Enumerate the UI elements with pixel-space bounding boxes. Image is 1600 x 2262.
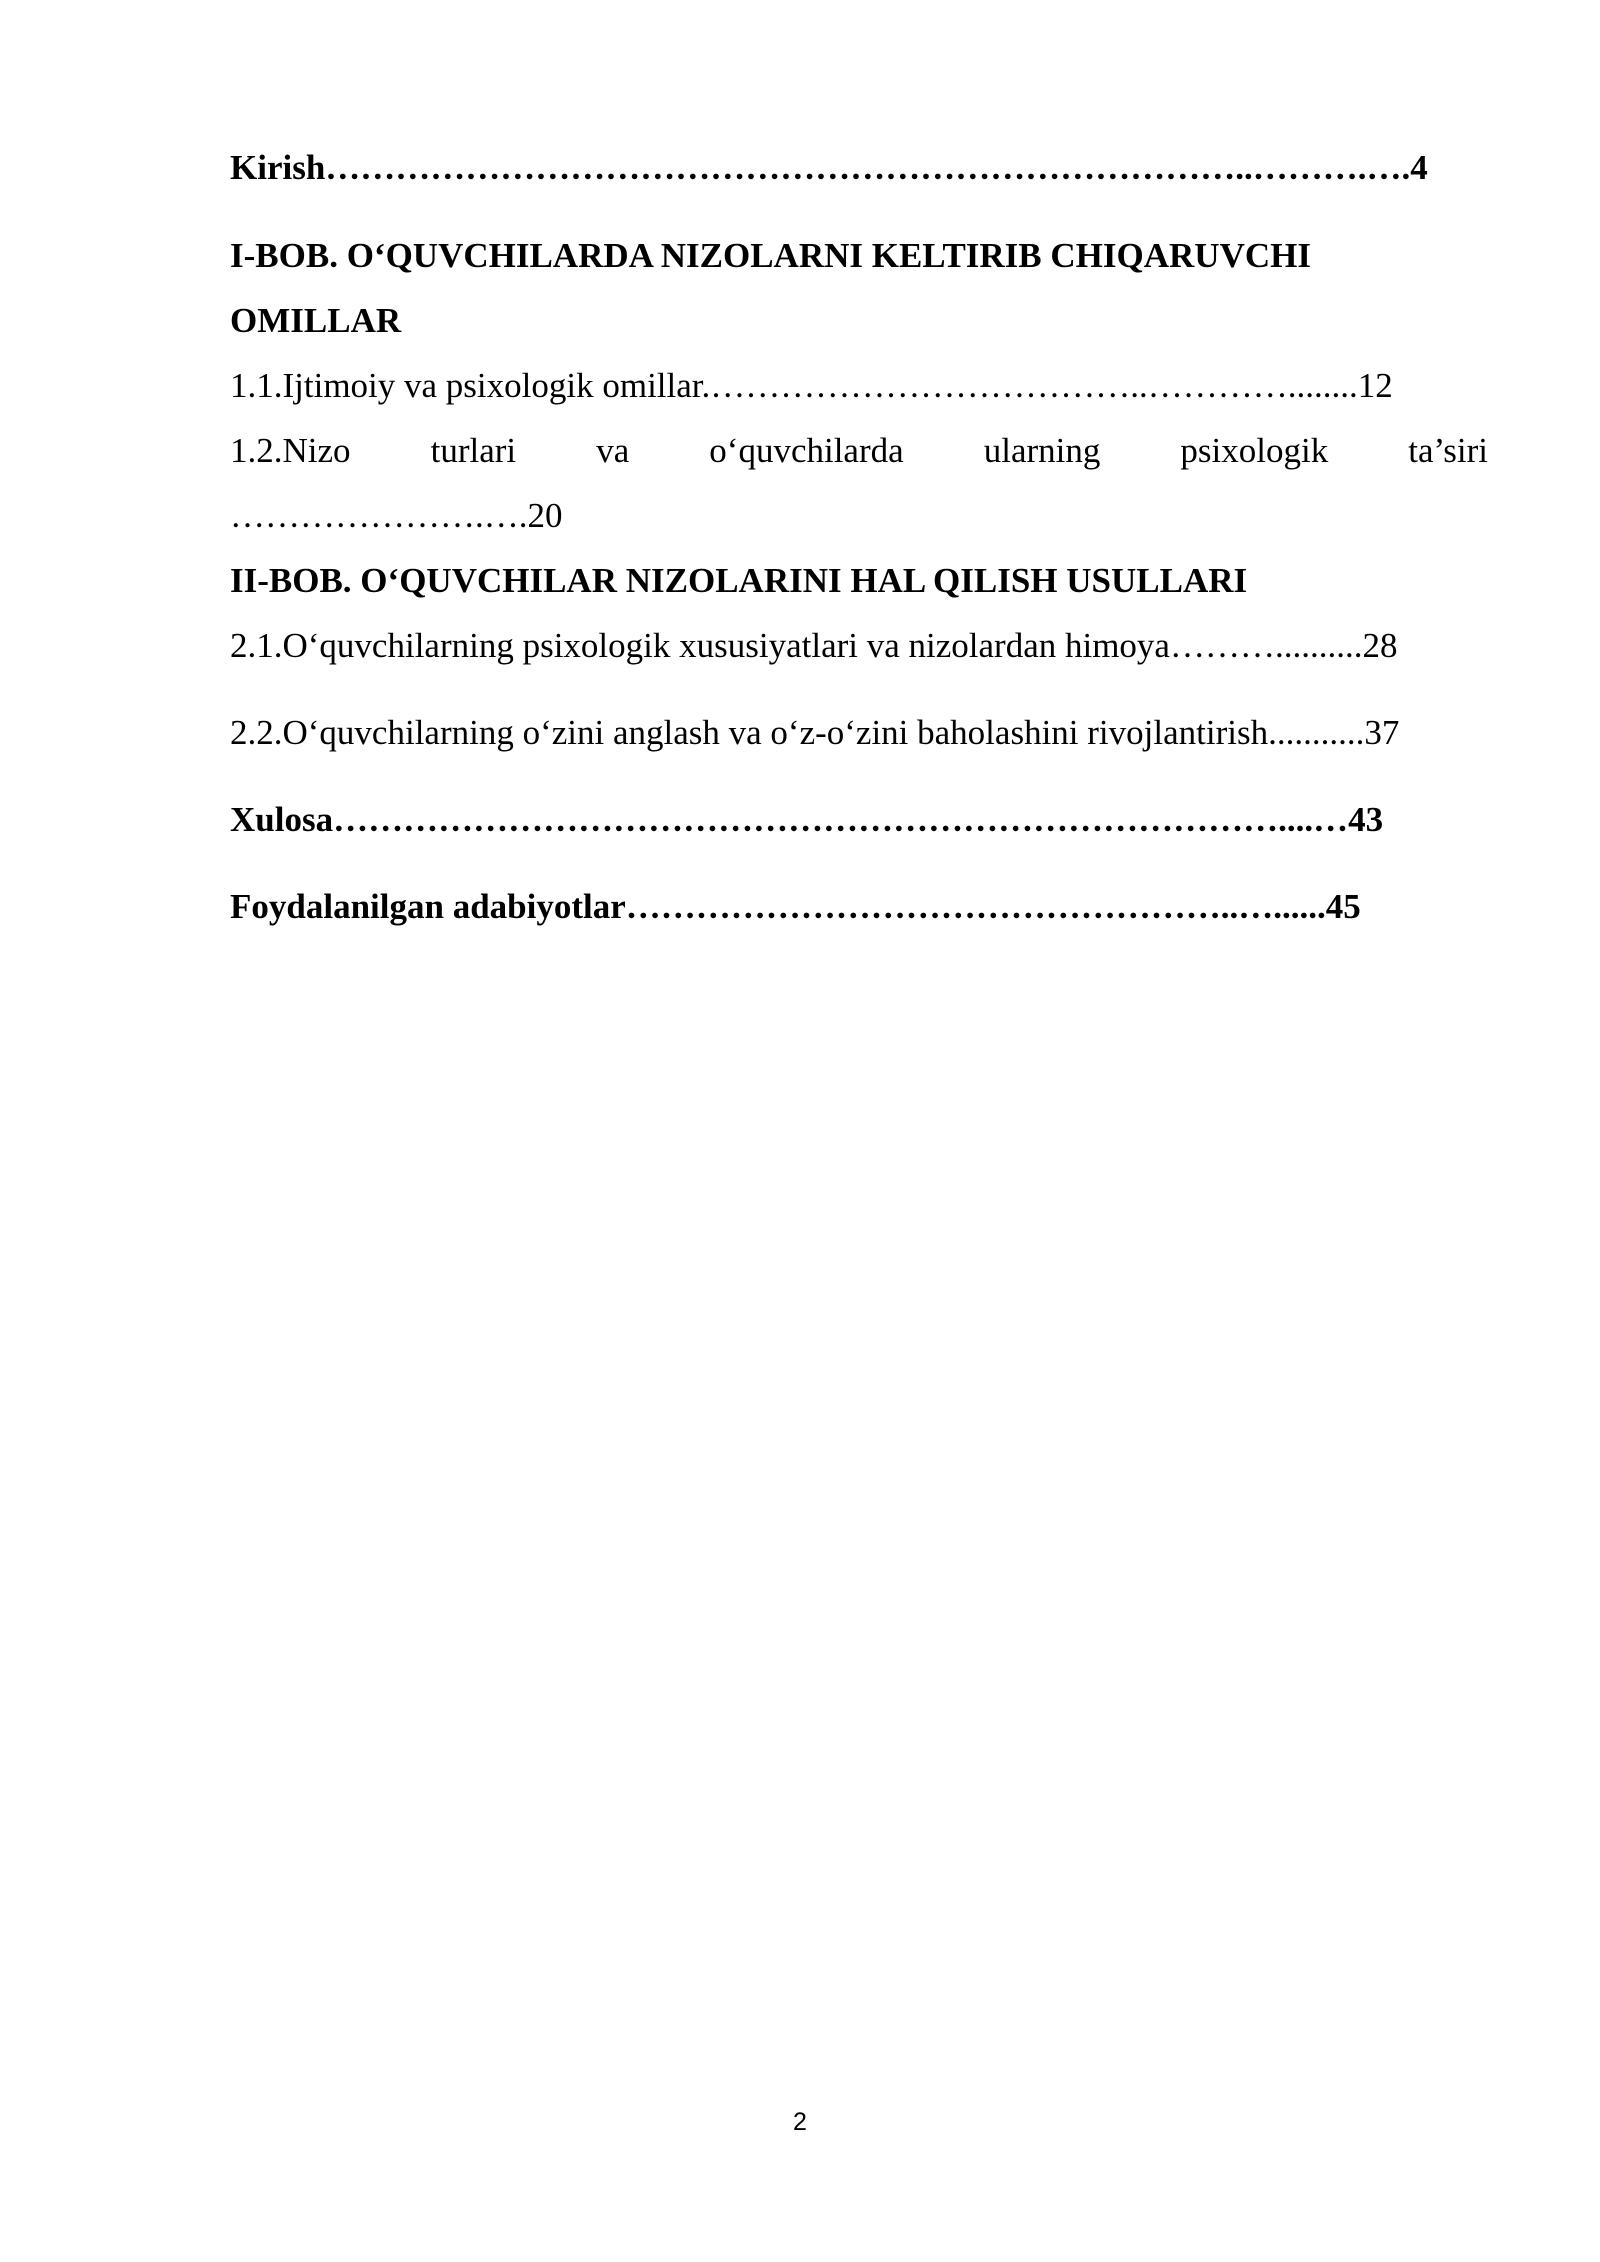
toc-entry-1-2-line2: ………………….….20	[230, 496, 563, 535]
toc-entry-adabiyotlar: Foydalanilgan adabiyotlar……………………………………………..…......45	[230, 887, 1361, 926]
toc-chapter2-heading: II-BOB. O‘QUVCHILAR NIZOLARINI HAL QILISH USULLARI	[230, 561, 1248, 600]
toc-entry-1-1: 1.1.Ijtimoiy va psixologik omillar.………………………………..…………........12	[230, 366, 1393, 405]
toc-chapter1-heading-line2: OMILLAR	[230, 301, 402, 340]
toc-entry-2-1: 2.1.O‘quvchilarning psixologik xususiyatlari va nizolardan himoya………..........28	[230, 626, 1398, 665]
toc-chapter1-heading-line1: I-BOB. O‘QUVCHILARDA NIZOLARNI KELTIRIB CHIQARUVCHI	[230, 236, 1311, 275]
toc-entry-kirish: Kirish……………………………………………………………………..……….….4	[230, 148, 1428, 187]
toc-entry-xulosa: Xulosa………………………………………………………………………....…43	[230, 800, 1384, 839]
toc-entry-2-2: 2.2.O‘quvchilarning o‘zini anglash va o‘z-o‘zini baholashini rivojlantirish...........37	[230, 713, 1400, 752]
page-number: 2	[793, 2108, 807, 2136]
toc-entry-1-2-line1: 1.2.Nizo turlari va o‘quvchilarda ularning psixologik ta’siri	[230, 431, 1488, 470]
